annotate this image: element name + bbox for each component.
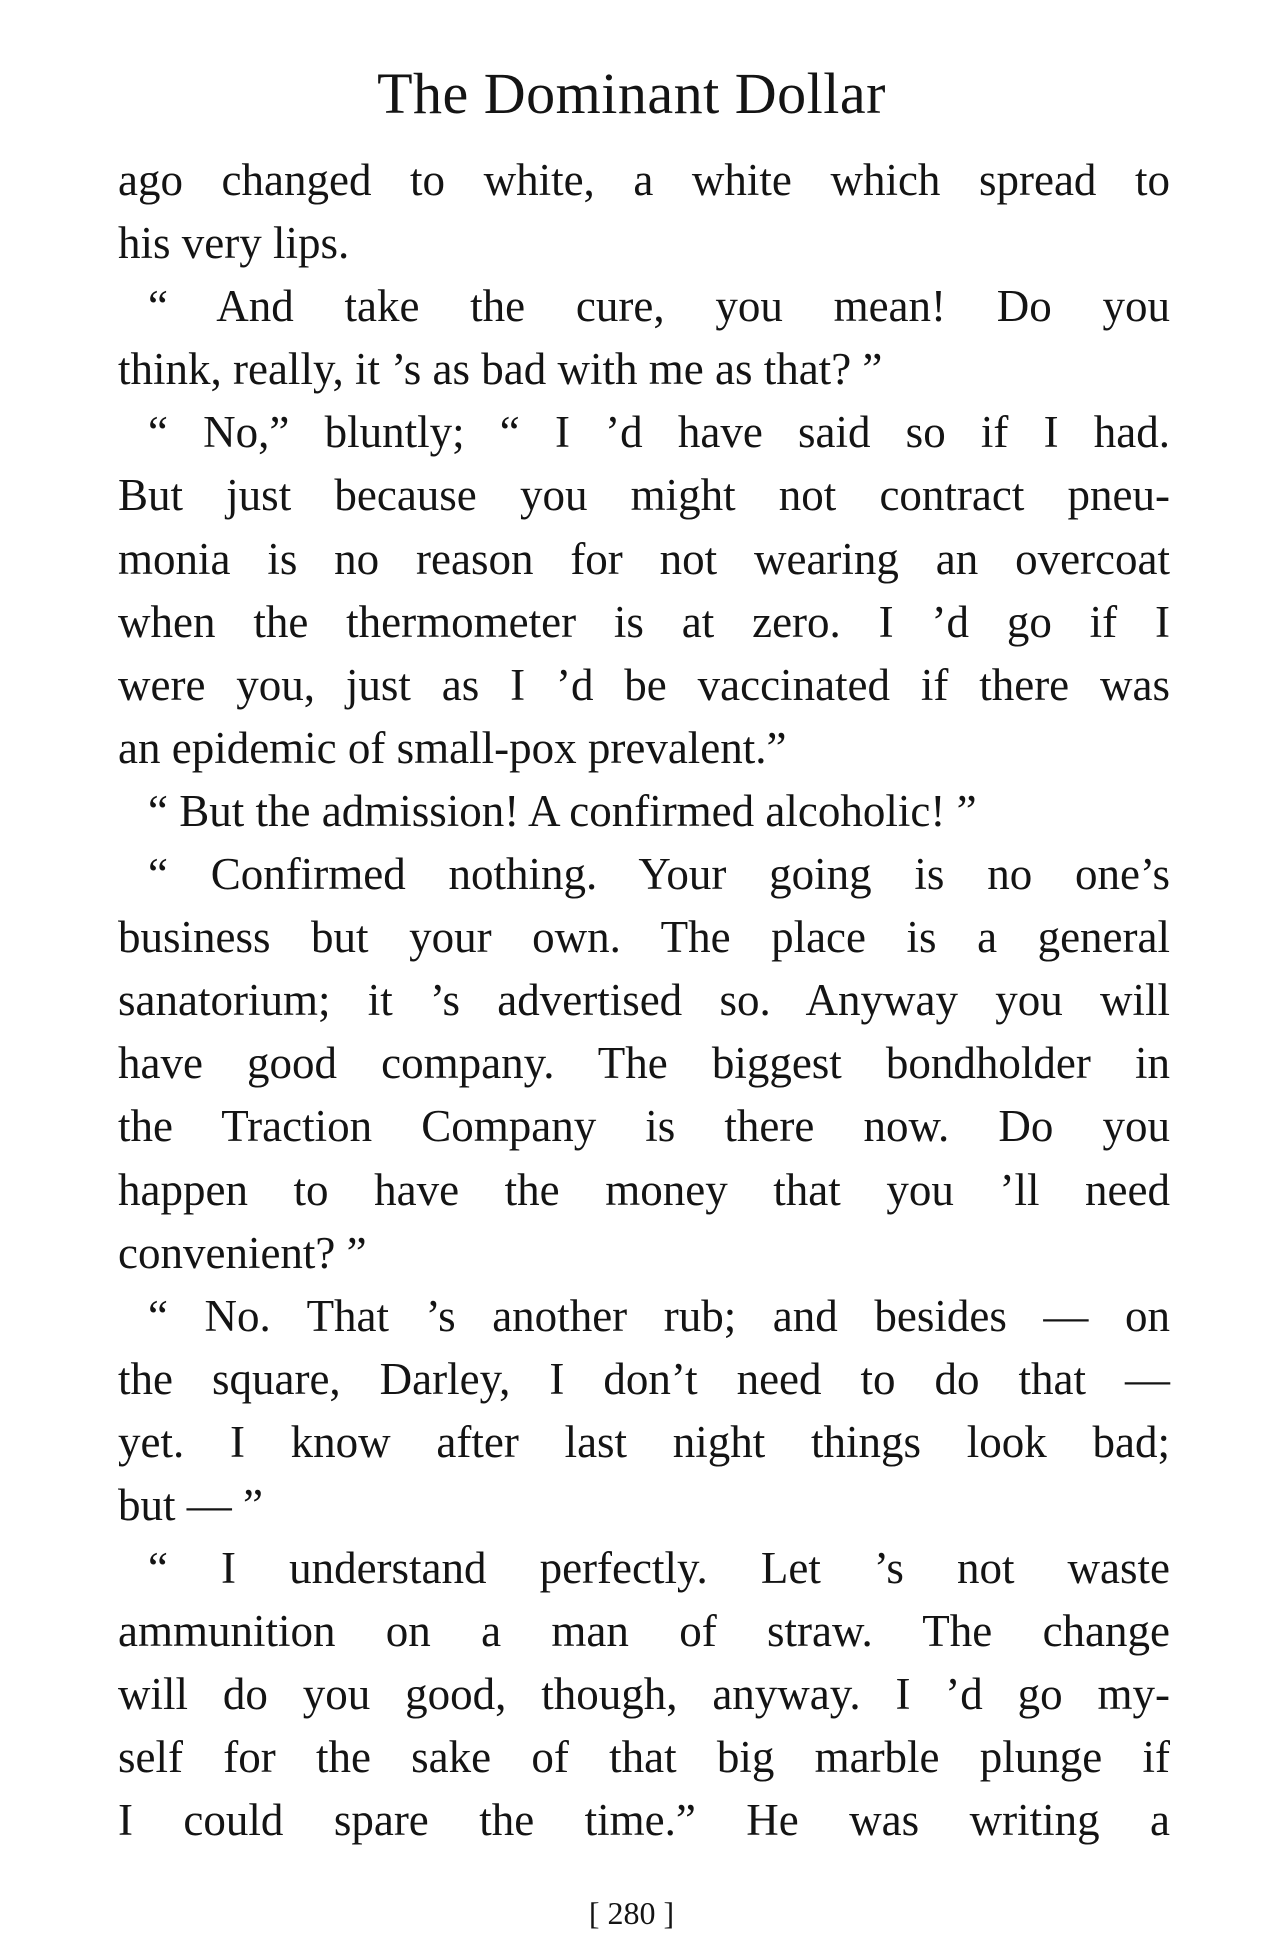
running-head: The Dominant Dollar xyxy=(377,61,886,126)
text-line: ammunition on a man of straw. The change xyxy=(118,1606,1170,1657)
text-line: “ No,” bluntly; “ I ’d have said so if I had. xyxy=(148,407,1170,458)
page-number: [ 280 ] xyxy=(588,1895,675,1931)
text-line: his very lips. xyxy=(118,218,350,269)
text-line: when the thermometer is at zero. I ’d go if I xyxy=(118,596,1170,647)
text-line: I could spare the time.” He was writing a xyxy=(118,1795,1170,1846)
text-line: “ I understand perfectly. Let ’s not waste xyxy=(148,1543,1170,1594)
text-line: think, really, it ’s as bad with me as that? ” xyxy=(118,344,883,395)
text-line: yet. I know after last night things look bad; xyxy=(118,1416,1170,1467)
text-line: But just because you might not contract pneu- xyxy=(118,470,1170,521)
text-line: will do you good, though, anyway. I ’d go my- xyxy=(118,1669,1170,1720)
text-line: the Traction Company is there now. Do you xyxy=(118,1101,1170,1152)
text-line: business but your own. The place is a general xyxy=(118,912,1170,963)
text-line: happen to have the money that you ’ll need xyxy=(118,1164,1170,1215)
text-line: “ No. That ’s another rub; and besides — on xyxy=(148,1290,1170,1341)
text-line: “ Confirmed nothing. Your going is no one’s xyxy=(148,849,1170,900)
text-line: convenient? ” xyxy=(118,1227,367,1278)
text-line: ago changed to white, a white which spread to xyxy=(118,155,1170,205)
text-line: “ But the admission! A confirmed alcoholic! ” xyxy=(148,785,977,836)
text-line: but — ” xyxy=(118,1479,263,1530)
text-line: were you, just as I ’d be vaccinated if there was xyxy=(118,659,1170,710)
text-line: an epidemic of small-pox prevalent.” xyxy=(118,722,787,773)
text-line: have good company. The biggest bondholder in xyxy=(118,1038,1170,1089)
text-line: sanatorium; it ’s advertised so. Anyway you will xyxy=(118,975,1170,1026)
body-text xyxy=(118,149,1170,1853)
text-line: self for the sake of that big marble plunge if xyxy=(118,1732,1170,1783)
text-line: monia is no reason for not wearing an overcoat xyxy=(118,533,1170,584)
text-line: “ And take the cure, you mean! Do you xyxy=(148,281,1170,332)
text-line: the square, Darley, I don’t need to do that — xyxy=(118,1353,1170,1404)
